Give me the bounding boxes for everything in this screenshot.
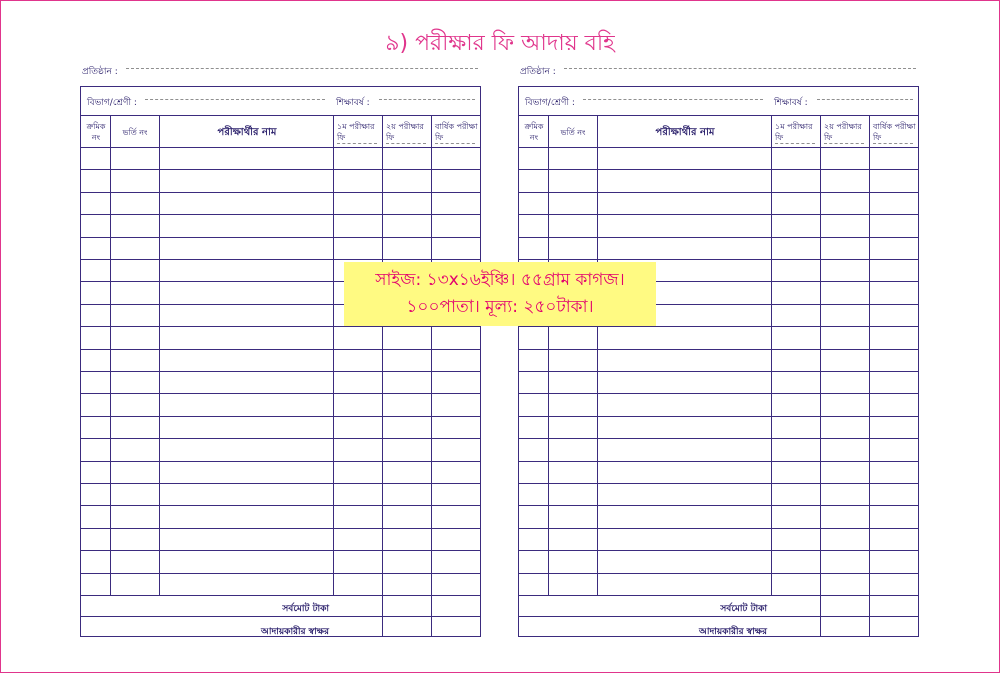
col-header-name: পরীক্ষার্থীর নাম xyxy=(217,127,277,138)
size-price-note xyxy=(344,262,656,326)
col-header-exam1-text: ১ম পরীক্ষার xyxy=(775,122,813,131)
grid-row-line xyxy=(519,461,918,462)
col-header-serial xyxy=(521,121,547,143)
ledger-table xyxy=(518,86,919,637)
grid-row-line xyxy=(519,528,918,529)
col-header-annual xyxy=(433,121,483,144)
col-header-exam2-text: ২য় পরীক্ষার xyxy=(386,122,424,131)
col-header-serial-line1: ক্রমিক xyxy=(86,122,106,131)
ledger-table xyxy=(80,86,481,637)
col-header-serial-line2: নং xyxy=(91,133,101,142)
col-header-name: পরীক্ষার্থীর নাম xyxy=(655,127,715,138)
grid-row-line xyxy=(519,192,918,193)
page-title: ৯) পরীক্ষার ফি আদায় বহি xyxy=(385,31,615,56)
grid-row-line xyxy=(81,483,480,484)
grid-row-line xyxy=(81,416,480,417)
note-line-size: সাইজ: ১৩x১৬ইঞ্চি। ৫৫গ্রাম কাগজ। xyxy=(375,270,625,290)
col-header-annual-fee: ফি xyxy=(873,132,913,144)
col-header-exam2 xyxy=(822,121,872,144)
col-header-annual xyxy=(871,121,921,144)
grid-row-line xyxy=(81,371,480,372)
grid-row-line xyxy=(519,371,918,372)
grid-row-line xyxy=(81,349,480,350)
grid-row-line xyxy=(519,438,918,439)
grid-row-line xyxy=(519,169,918,170)
grid-row-line xyxy=(81,438,480,439)
col-header-exam1 xyxy=(335,121,385,144)
col-header-annual-text: বার্ষিক পরীক্ষা xyxy=(873,122,916,131)
col-header-exam1-fee: ফি xyxy=(337,132,377,144)
grid-row-line xyxy=(519,237,918,238)
grid-row-line xyxy=(81,147,480,148)
grid-row-line xyxy=(81,550,480,551)
grid-row-line xyxy=(519,416,918,417)
dept-class-label: বিভাগ/শ্রেণী : xyxy=(525,98,575,108)
grid-column-divider xyxy=(820,115,821,636)
grid-row-line xyxy=(519,505,918,506)
ledger-sheet-right xyxy=(518,0,921,673)
col-header-serial-line1: ক্রমিক xyxy=(524,122,544,131)
grid-column-divider xyxy=(333,115,334,595)
grid-row-line xyxy=(81,192,480,193)
grid-row-line xyxy=(81,169,480,170)
grid-column-divider xyxy=(597,115,598,595)
grid-row-line xyxy=(519,483,918,484)
grid-row-line xyxy=(519,349,918,350)
grid-row-line xyxy=(519,616,918,617)
grid-column-divider xyxy=(110,115,111,595)
grid-row-line xyxy=(81,326,480,327)
note-line-price: ১০০পাতা। মূল্য: ২৫০টাকা। xyxy=(406,297,594,317)
dept-class-label: বিভাগ/শ্রেণী : xyxy=(87,98,137,108)
col-header-exam2-fee: ফি xyxy=(386,132,426,144)
grid-row-line xyxy=(81,237,480,238)
grid-column-divider xyxy=(869,115,870,636)
institution-label: প্রতিষ্ঠান : xyxy=(82,67,118,77)
grid-row-line xyxy=(81,214,480,215)
grid-row-line xyxy=(519,259,918,260)
grid-row-line xyxy=(81,505,480,506)
institution-label: প্রতিষ্ঠান : xyxy=(520,67,556,77)
grid-row-line xyxy=(81,259,480,260)
total-amount-label: সর্বমোট টাকা xyxy=(282,604,329,614)
col-header-exam2-fee: ফি xyxy=(824,132,864,144)
grid-column-divider xyxy=(771,115,772,595)
grid-row-line xyxy=(81,573,480,574)
institution-blank-line xyxy=(126,68,478,69)
col-header-annual-text: বার্ষিক পরীক্ষা xyxy=(435,122,478,131)
ledger-grid xyxy=(519,87,920,638)
institution-row xyxy=(520,64,920,78)
grid-row-line xyxy=(519,595,918,596)
grid-column-divider xyxy=(382,115,383,636)
col-header-exam2 xyxy=(384,121,434,144)
collector-signature-label: আদায়কারীর স্বাক্ষর xyxy=(261,627,329,637)
col-header-admission: ভর্তি নং xyxy=(560,128,586,137)
grid-row-line xyxy=(81,595,480,596)
col-header-exam1-fee: ফি xyxy=(775,132,815,144)
col-header-exam1-text: ১ম পরীক্ষার xyxy=(337,122,375,131)
ledger-grid xyxy=(81,87,482,638)
academic-year-label: শিক্ষাবর্ষ : xyxy=(336,98,370,108)
grid-row-line xyxy=(519,550,918,551)
grid-column-divider xyxy=(159,115,160,595)
collector-signature-label: আদায়কারীর স্বাক্ষর xyxy=(699,627,767,637)
col-header-exam1 xyxy=(773,121,823,144)
col-header-annual-fee: ফি xyxy=(435,132,475,144)
col-header-exam2-text: ২য় পরীক্ষার xyxy=(824,122,862,131)
grid-row-line xyxy=(81,528,480,529)
grid-row-line xyxy=(519,147,918,148)
grid-column-divider xyxy=(548,115,549,595)
grid-row-line xyxy=(519,214,918,215)
institution-row xyxy=(82,64,482,78)
ledger-sheet-left xyxy=(80,0,483,673)
grid-row-line xyxy=(81,616,480,617)
grid-row-line xyxy=(81,461,480,462)
col-header-serial-line2: নং xyxy=(529,133,539,142)
grid-row-line xyxy=(81,393,480,394)
academic-year-label: শিক্ষাবর্ষ : xyxy=(774,98,808,108)
grid-row-line xyxy=(519,573,918,574)
grid-column-divider xyxy=(431,115,432,636)
col-header-serial xyxy=(83,121,109,143)
institution-blank-line xyxy=(564,68,916,69)
col-header-admission: ভর্তি নং xyxy=(122,128,148,137)
total-amount-label: সর্বমোট টাকা xyxy=(720,604,767,614)
grid-row-line xyxy=(519,326,918,327)
grid-row-line xyxy=(519,393,918,394)
